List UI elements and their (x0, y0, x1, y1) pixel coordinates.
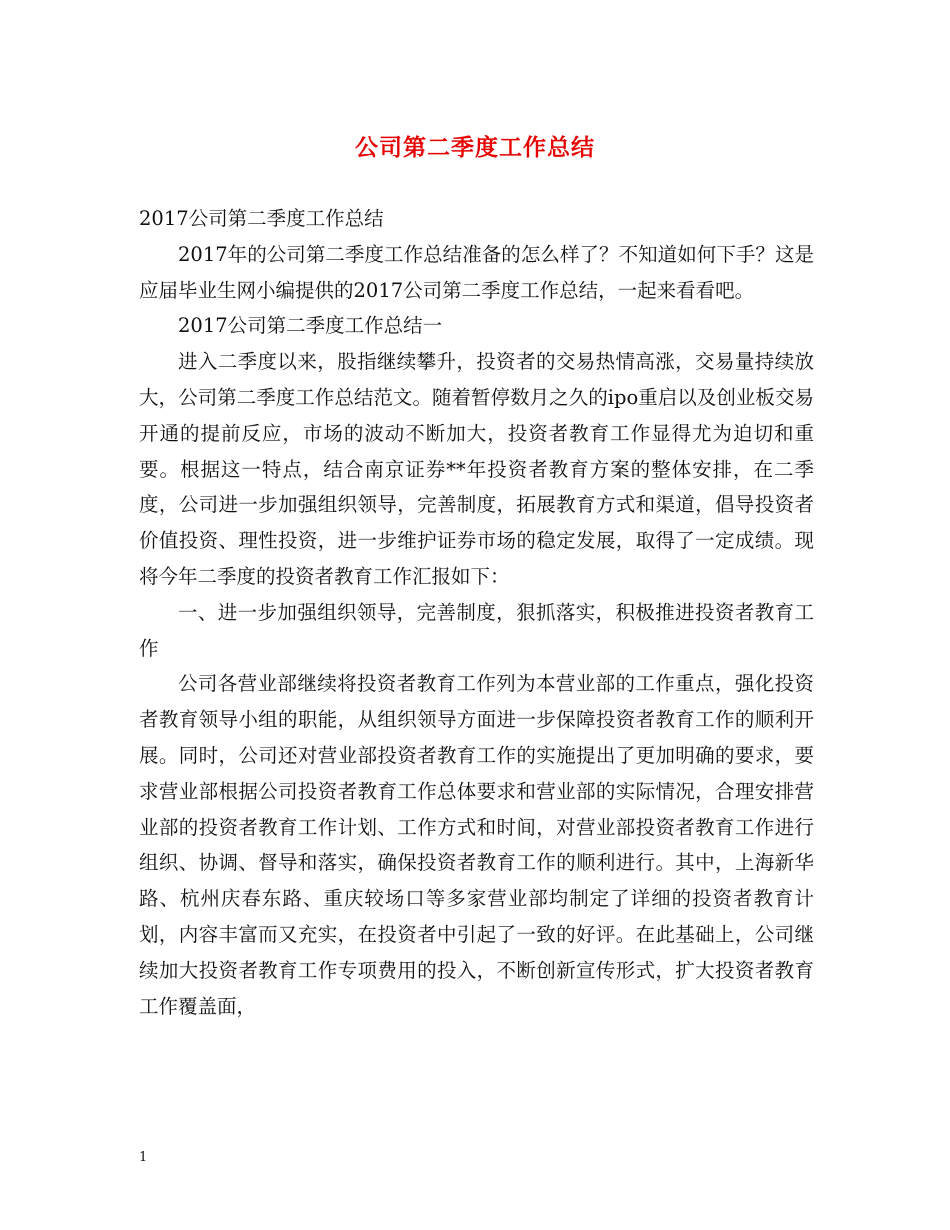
paragraph-subtitle: 2017公司第二季度工作总结 (139, 207, 384, 230)
page-number: 1 (139, 1150, 148, 1165)
paragraph-point-one-heading: 一、进一步加强组织领导，完善制度，狠抓落实，积极推进投资者教育工作 (139, 600, 814, 660)
paragraph-point-one-body: 公司各营业部继续将投资者教育工作列为本营业部的工作重点，强化投资者教育领导小组的职能，从组织领导方面进一步保障投资者教育工作的顺利开展。同时，公司还对营业部投资者教育工作的实施提出了更加明确的要求，要求营业部根据公司投资者教育工作总体要求和营业部的实际情况，合理安排营业部的投资者教育工作计划、工作方式和时间，对营业部投资者教育工作进行组织、协调、督导和落实，确保投资者教育工作的顺利进行。其中，上海新华路、杭州庆春东路、重庆较场口等多家营业部均制定了详细的投资者教育计划，内容丰富而又充实，在投资者中引起了一致的好评。在此基础上，公司继续加大投资者教育工作专项费用的投入，不断创新宣传形式，扩大投资者教育工作覆盖面， (139, 672, 814, 1018)
document-title: 公司第二季度工作总结 (355, 134, 595, 161)
document-body (139, 201, 814, 1024)
paragraph-section-heading: 2017公司第二季度工作总结一 (178, 314, 443, 338)
paragraph-overview: 进入二季度以来，股指继续攀升，投资者的交易热情高涨，交易量持续放大，公司第二季度工作总结范文。随着暂停数月之久的ipo重启以及创业板交易开通的提前反应，市场的波动不断加大，投资者教育工作显得尤为迫切和重要。根据这一特点，结合南京证券**年投资者教育方案的整体安排，在二季度，公司进一步加强组织领导，完善制度，拓展教育方式和渠道，倡导投资者价值投资、理性投资，进一步维护证券市场的稳定发展，取得了一定成绩。现将今年二季度的投资者教育工作汇报如下： (139, 350, 814, 588)
paragraph-intro: 2017年的公司第二季度工作总结准备的怎么样了？不知道如何下手？这是应届毕业生网小编提供的2017公司第二季度工作总结，一起来看看吧。 (139, 242, 814, 302)
